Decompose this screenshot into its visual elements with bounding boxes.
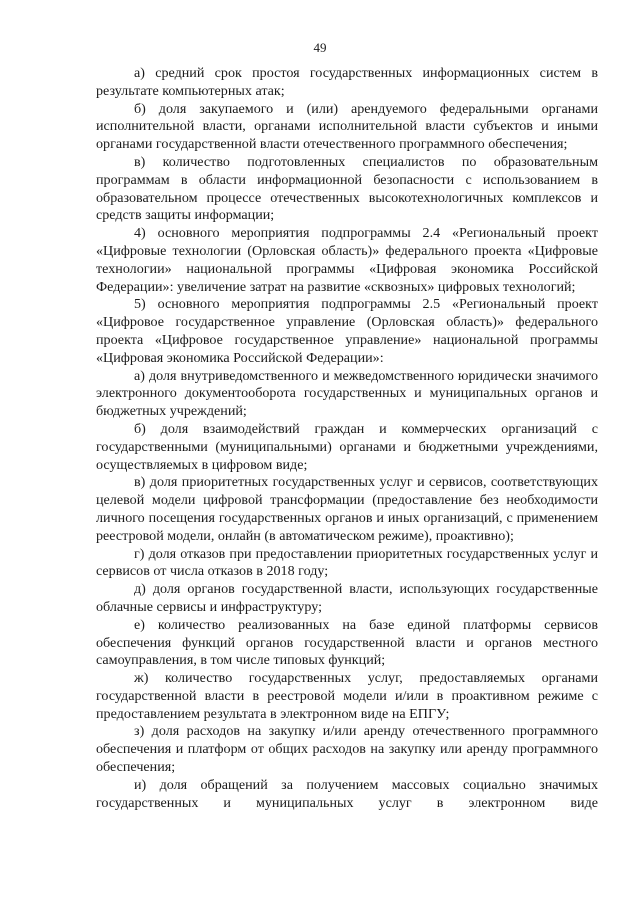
paragraph: а) средний срок простоя государственных информационных систем в результате компьютерных атак; <box>96 65 598 99</box>
paragraph: д) доля органов государственной власти, использующих государственные облачные сервисы и инфраструктуру; <box>96 581 598 615</box>
paragraph: е) количество реализованных на базе единой платформы сервисов обеспечения функций органов государственной власти и органов местного самоуправления, в том числе типовых функций; <box>96 616 598 669</box>
document-body <box>96 65 598 812</box>
paragraph: ж) количество государственных услуг, предоставляемых органами государственной власти в реестровой модели и/или в проактивном режиме с предоставлением результата в электронном виде на ЕПГУ; <box>96 670 598 722</box>
paragraph: г) доля отказов при предоставлении приоритетных государственных услуг и сервисов от числа отказов в 2018 году; <box>96 545 598 580</box>
paragraph: и) доля обращений за получением массовых социально значимых государственных и муниципальных услуг в электронном виде <box>96 776 598 811</box>
paragraph: 5) основного мероприятия подпрограммы 2.5 «Региональный проект «Цифровое государственное управление (Орловская область)» федерального проекта «Цифровое государственное управление» национальной программы «Цифровая экономика Российской Федерации»: <box>96 296 598 366</box>
paragraph: 4) основного мероприятия подпрограммы 2.4 «Региональный проект «Цифровые технологии (Орловская область)» федерального проекта «Цифровые технологии» национальной программы «Цифровая экономика Российской Федерации»: увеличение затрат на развитие «сквозных» цифровых технологий; <box>96 225 598 295</box>
paragraph: в) количество подготовленных специалистов по образовательным программам в области информационной безопасности с использованием в образовательном процессе отечественных высокотехнологичных комплексов и средств защиты информации; <box>96 153 598 224</box>
paragraph: б) доля закупаемого и (или) арендуемого федеральными органами исполнительной власти, органами исполнительной власти субъектов и иными органами государственной власти отечественного программного обеспечения; <box>96 100 598 153</box>
paragraph: з) доля расходов на закупку и/или аренду отечественного программного обеспечения и платформ от общих расходов на закупку или аренду программного обеспечения; <box>96 723 598 776</box>
paragraph: а) доля внутриведомственного и межведомственного юридически значимого электронного документооборота государственных и муниципальных органов и бюджетных учреждений; <box>96 367 598 420</box>
page-number: 49 <box>313 40 327 55</box>
paragraph: в) доля приоритетных государственных услуг и сервисов, соответствующих целевой модели цифровой трансформации (предоставление без необходимости личного посещения государственных органов и иных организаций, с применением реестровой модели, онлайн (в автоматическом режиме), проактивно); <box>96 474 598 544</box>
paragraph: б) доля взаимодействий граждан и коммерческих организаций с государственными (муниципальными) органами и бюджетными учреждениями, осуществляемых в цифровом виде; <box>96 420 598 473</box>
